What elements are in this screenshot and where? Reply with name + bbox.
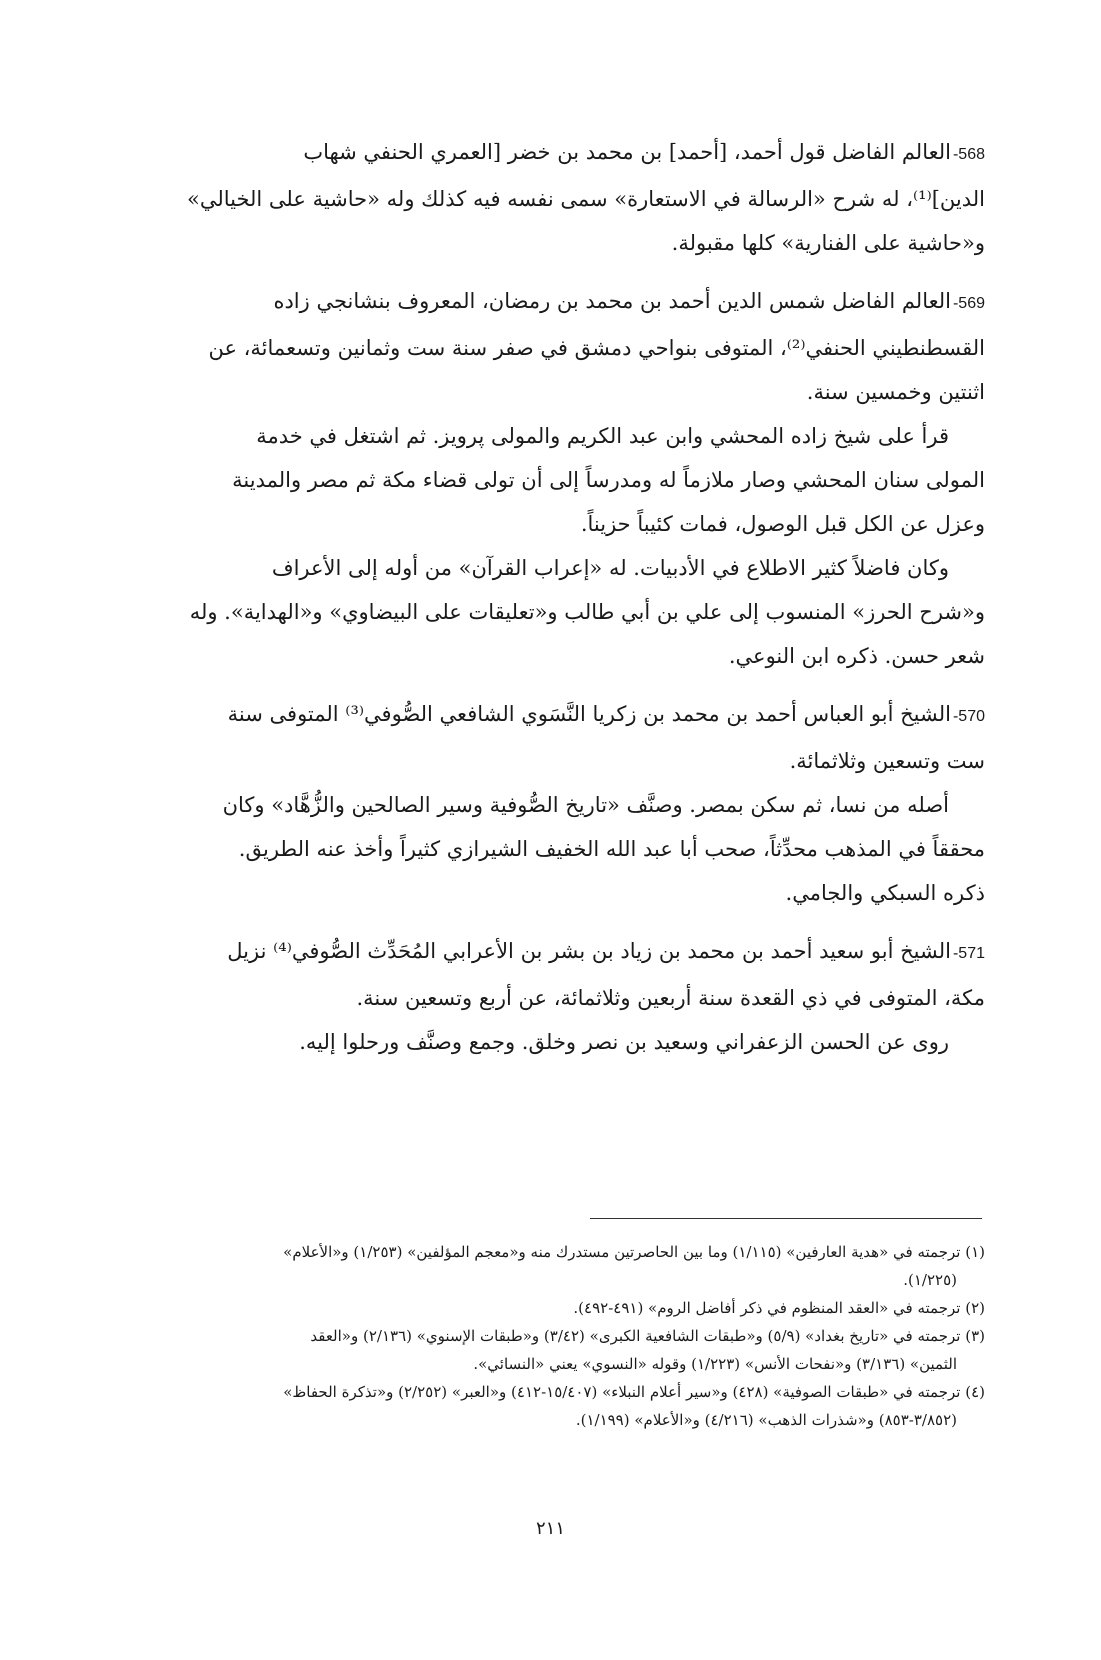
entry-number: 568-: [952, 146, 985, 163]
entry-568: [115, 130, 985, 265]
paragraph-line: أصله من نسا، ثم سكن بمصر. وصنَّف «تاريخ الصُّوفية وسير الصالحين والزُّهَّاد» وكان: [222, 793, 949, 817]
footnote-4: [110, 1378, 985, 1434]
paragraph-line: شعر حسن. ذكره ابن النوعي.: [728, 644, 985, 668]
entry-number: 569-: [952, 295, 985, 312]
paragraph-line: المولى سنان المحشي وصار ملازماً له ومدرساً إلى أن تولى قضاء مكة ثم مصر والمدينة: [232, 468, 985, 492]
page-number: ٢١١: [535, 1518, 565, 1539]
footnotes: [110, 1238, 985, 1434]
main-text: [115, 130, 985, 1078]
footnote-divider: [590, 1218, 982, 1219]
footnote-line: (٤) ترجمته في «طبقات الصوفية» (٤٢٨) و«سير أعلام النبلاء» (١٥/٤٠٧-٤١٢) و«العبر» (٢/٢٥٢) و«تذكرة الحفاظ»: [283, 1383, 985, 1401]
entry-571: [115, 929, 985, 1064]
entry-line: القسطنطيني الحنفي⁽²⁾، المتوفى بنواحي دمشق في صفر سنة ست وثمانين وتسعمائة، عن: [208, 336, 985, 360]
entry-heading-line: 570-الشيخ أبو العباس أحمد بن محمد بن زكريا النَّسَوي الشافعي الصُّوفي⁽³⁾ المتوفى سنة: [227, 702, 985, 726]
footnote-1: [110, 1238, 985, 1294]
entry-line: مكة، المتوفى في ذي القعدة سنة أربعين وثلاثمائة، عن أربع وتسعين سنة.: [356, 986, 985, 1010]
entry-heading-line: 571-الشيخ أبو سعيد أحمد بن محمد بن زياد بن بشر بن الأعرابي المُحَدِّث الصُّوفي⁽⁴⁾ نزيل: [227, 939, 985, 963]
footnote-line: (٢) ترجمته في «العقد المنظوم في ذكر أفاضل الروم» (٤٩١-٤٩٢).: [573, 1299, 985, 1317]
paragraph-line: ذكره السبكي والجامي.: [785, 881, 985, 905]
paragraph-line: وكان فاضلاً كثير الاطلاع في الأدبيات. له «إعراب القرآن» من أوله إلى الأعراف: [271, 556, 949, 580]
entry-line: ست وتسعين وثلاثمائة.: [789, 749, 985, 773]
entry-number: 571-: [952, 945, 985, 962]
entry-line: الدين]⁽¹⁾، له شرح «الرسالة في الاستعارة» سمى نفسه فيه كذلك وله «حاشية على الخيالي»: [186, 187, 985, 211]
entry-569: [115, 279, 985, 678]
entry-line: اثنتين وخمسين سنة.: [806, 380, 985, 404]
paragraph-line: وعزل عن الكل قبل الوصول، فمات كئيباً حزيناً.: [580, 512, 985, 536]
entry-570: [115, 692, 985, 915]
paragraph-line: روى عن الحسن الزعفراني وسعيد بن نصر وخلق. وجمع وصنَّف ورحلوا إليه.: [299, 1030, 949, 1054]
footnote-2: [110, 1294, 985, 1322]
entry-heading-line: 569-العالم الفاضل شمس الدين أحمد بن محمد بن رمضان، المعروف بنشانجي زاده: [273, 289, 985, 313]
entry-line: و«حاشية على الفنارية» كلها مقبولة.: [671, 231, 985, 255]
paragraph-line: و«شرح الحرز» المنسوب إلى علي بن أبي طالب و«تعليقات على البيضاوي» و«الهداية». وله: [189, 600, 985, 624]
paragraph-line: محققاً في المذهب محدِّثاً، صحب أبا عبد الله الخفيف الشيرازي كثيراً وأخذ عنه الطريق.: [238, 837, 985, 861]
footnote-line: (١/٢٢٥).: [903, 1271, 957, 1289]
footnote-line: (٣/٨٥٢-٨٥٣) و«شذرات الذهب» (٤/٢١٦) و«الأعلام» (١/١٩٩).: [575, 1411, 957, 1429]
footnote-3: [110, 1322, 985, 1378]
footnote-line: (٣) ترجمته في «تاريخ بغداد» (٥/٩) و«طبقات الشافعية الكبرى» (٣/٤٢) و«طبقات الإسنوي» (٢/١٣٦) و«العقد: [310, 1327, 985, 1345]
entry-heading-line: 568-العالم الفاضل قول أحمد، [أحمد] بن محمد بن خضر [العمري الحنفي شهاب: [303, 140, 985, 164]
footnote-line: الثمين» (٣/١٣٦) و«نفحات الأنس» (١/٢٢٣) وقوله «النسوي» يعني «النسائي».: [473, 1355, 957, 1373]
paragraph-line: قرأ على شيخ زاده المحشي وابن عبد الكريم والمولى پرويز. ثم اشتغل في خدمة: [256, 424, 949, 448]
entry-number: 570-: [952, 708, 985, 725]
footnote-line: (١) ترجمته في «هدية العارفين» (١/١١٥) وما بين الحاصرتين مستدرك منه و«معجم المؤلفين» (١/٢٥٣) و«الأعلام»: [283, 1243, 985, 1261]
